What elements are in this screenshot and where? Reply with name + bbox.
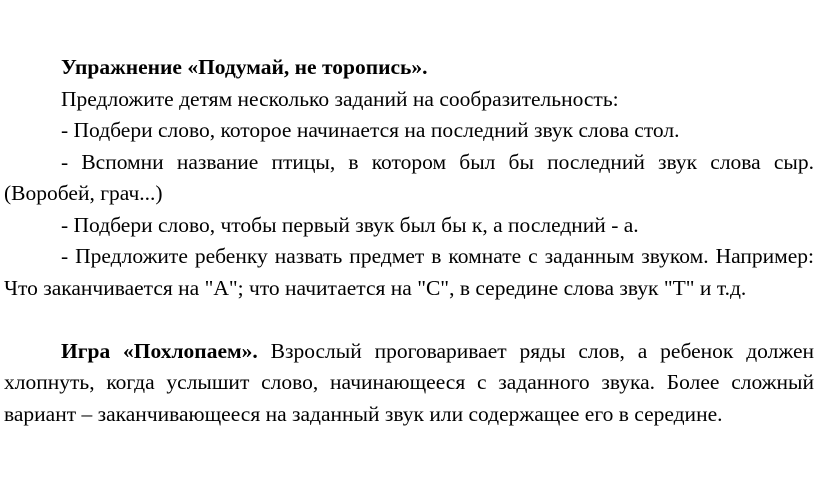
game-title: Игра «Похлопаем». <box>61 338 258 363</box>
exercise-title: Упражнение «Подумай, не торопись». <box>61 55 428 79</box>
game-text: Взрослый проговаривает ряды слов, а ребенок должен хлопнуть, когда услышит слово, начинающееся с заданного звука. Более сложный вариант – заканчивающееся на заданный звук или содержащее его в середине. <box>4 338 814 426</box>
task-3: - Подбери слово, чтобы первый звук был бы к, а последний - а. <box>61 212 639 237</box>
task-1: - Подбери слово, которое начинается на последний звук слова стол. <box>61 118 680 142</box>
game-paragraph <box>4 336 814 431</box>
task-4: - Предложите ребенку назвать предмет в комнате с заданным звуком. Например: Что заканчивается на "А"; что начитается на "С", в середине слова звук "Т" и т.д. <box>4 244 814 300</box>
paragraph-gap <box>4 304 814 336</box>
document-body <box>4 52 814 430</box>
task-2: - Вспомни название птицы, в котором был бы последний звук слова сыр. (Воробей, грач...) <box>4 149 814 205</box>
exercise-intro: Предложите детям несколько заданий на сообразительность: <box>61 86 619 111</box>
